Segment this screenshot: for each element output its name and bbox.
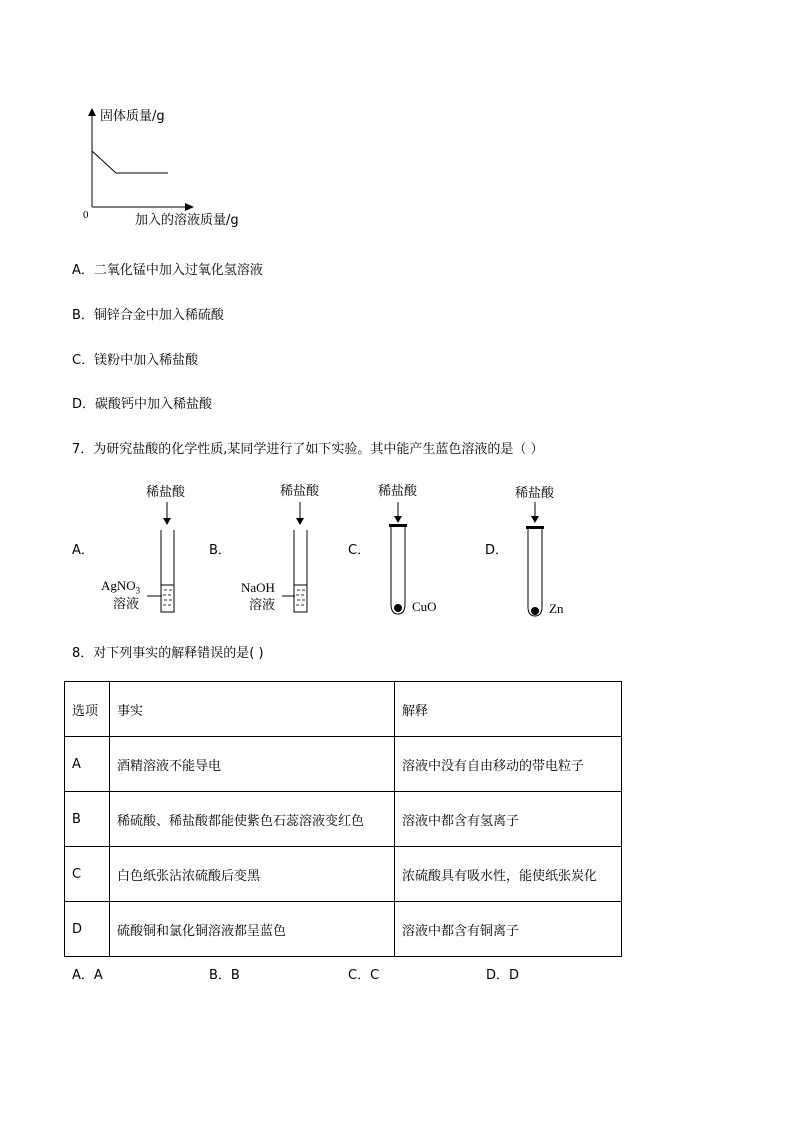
q7-option-d[interactable]: D． [485, 543, 509, 558]
table-header: 事实 [110, 682, 395, 737]
tube-b [282, 502, 307, 612]
tube-c-label: CuO [412, 599, 437, 614]
q7-option-a[interactable]: A． [72, 543, 94, 558]
table-row [65, 792, 622, 847]
table-cell: 浓硫酸具有吸水性，能使纸张炭化 [395, 847, 622, 902]
table-header: 选项 [65, 682, 110, 737]
q8-answer-b[interactable]: B．B [209, 968, 240, 983]
table-cell: A [65, 737, 110, 792]
tube-a [147, 502, 174, 612]
table-header-row [65, 682, 622, 737]
graph-curve [92, 151, 168, 173]
table-cell: 溶液中都含有铜离子 [395, 902, 622, 957]
tube-b-label: NaOH [241, 580, 275, 595]
q6-option-b[interactable]: B．铜锌合金中加入稀硫酸 [72, 308, 224, 323]
table-row [65, 847, 622, 902]
q7-option-b[interactable]: B． [209, 543, 231, 558]
graph-x-label: 加入的溶液质量/g [135, 213, 239, 228]
q7-stem: 7．为研究盐酸的化学性质,某同学进行了如下实验。其中能产生蓝色溶液的是（ ） [72, 442, 544, 457]
tube-a-reagent: 稀盐酸 [146, 485, 186, 500]
q8-answer-c[interactable]: C．C [348, 968, 380, 983]
table-cell: 硫酸铜和氯化铜溶液都呈蓝色 [110, 902, 395, 957]
q6-option-a[interactable]: A．二氧化锰中加入过氧化氢溶液 [72, 263, 263, 278]
table-cell: 溶液中都含有氢离子 [395, 792, 622, 847]
table-cell: 溶液中没有自由移动的带电粒子 [395, 737, 622, 792]
tube-a-label: AgNO$_3$ [101, 578, 141, 596]
q8-answer-a[interactable]: A．A [72, 968, 103, 983]
q6-option-d[interactable]: D．碳酸钙中加入稀盐酸 [72, 397, 213, 412]
graph-y-label: 固体质量/g [100, 109, 165, 124]
q8-table [64, 681, 622, 957]
tube-b-label-2: 溶液 [249, 598, 276, 613]
q8-stem: 8．对下列事实的解释错误的是( ) [72, 646, 264, 661]
tube-b-reagent: 稀盐酸 [280, 484, 320, 499]
tube-d-label: Zn [549, 601, 564, 616]
table-row [65, 737, 622, 792]
table-row [65, 902, 622, 957]
tube-c [389, 502, 407, 614]
table-cell: 稀硫酸、稀盐酸都能使紫色石蕊溶液变红色 [110, 792, 395, 847]
q6-option-c[interactable]: C．镁粉中加入稀盐酸 [72, 353, 199, 368]
tube-c-reagent: 稀盐酸 [378, 484, 418, 499]
table-cell: 白色纸张沾浓硫酸后变黑 [110, 847, 395, 902]
table-cell: D [65, 902, 110, 957]
tube-d [526, 502, 544, 616]
q8-answer-d[interactable]: D．D [486, 968, 520, 983]
table-cell: 酒精溶液不能导电 [110, 737, 395, 792]
tube-a-label-2: 溶液 [113, 597, 140, 612]
tube-d-reagent: 稀盐酸 [515, 486, 555, 501]
table-header: 解释 [395, 682, 622, 737]
graph-origin: 0 [83, 209, 89, 221]
table-cell: B [65, 792, 110, 847]
q7-option-c[interactable]: C． [348, 543, 371, 558]
table-cell: C [65, 847, 110, 902]
